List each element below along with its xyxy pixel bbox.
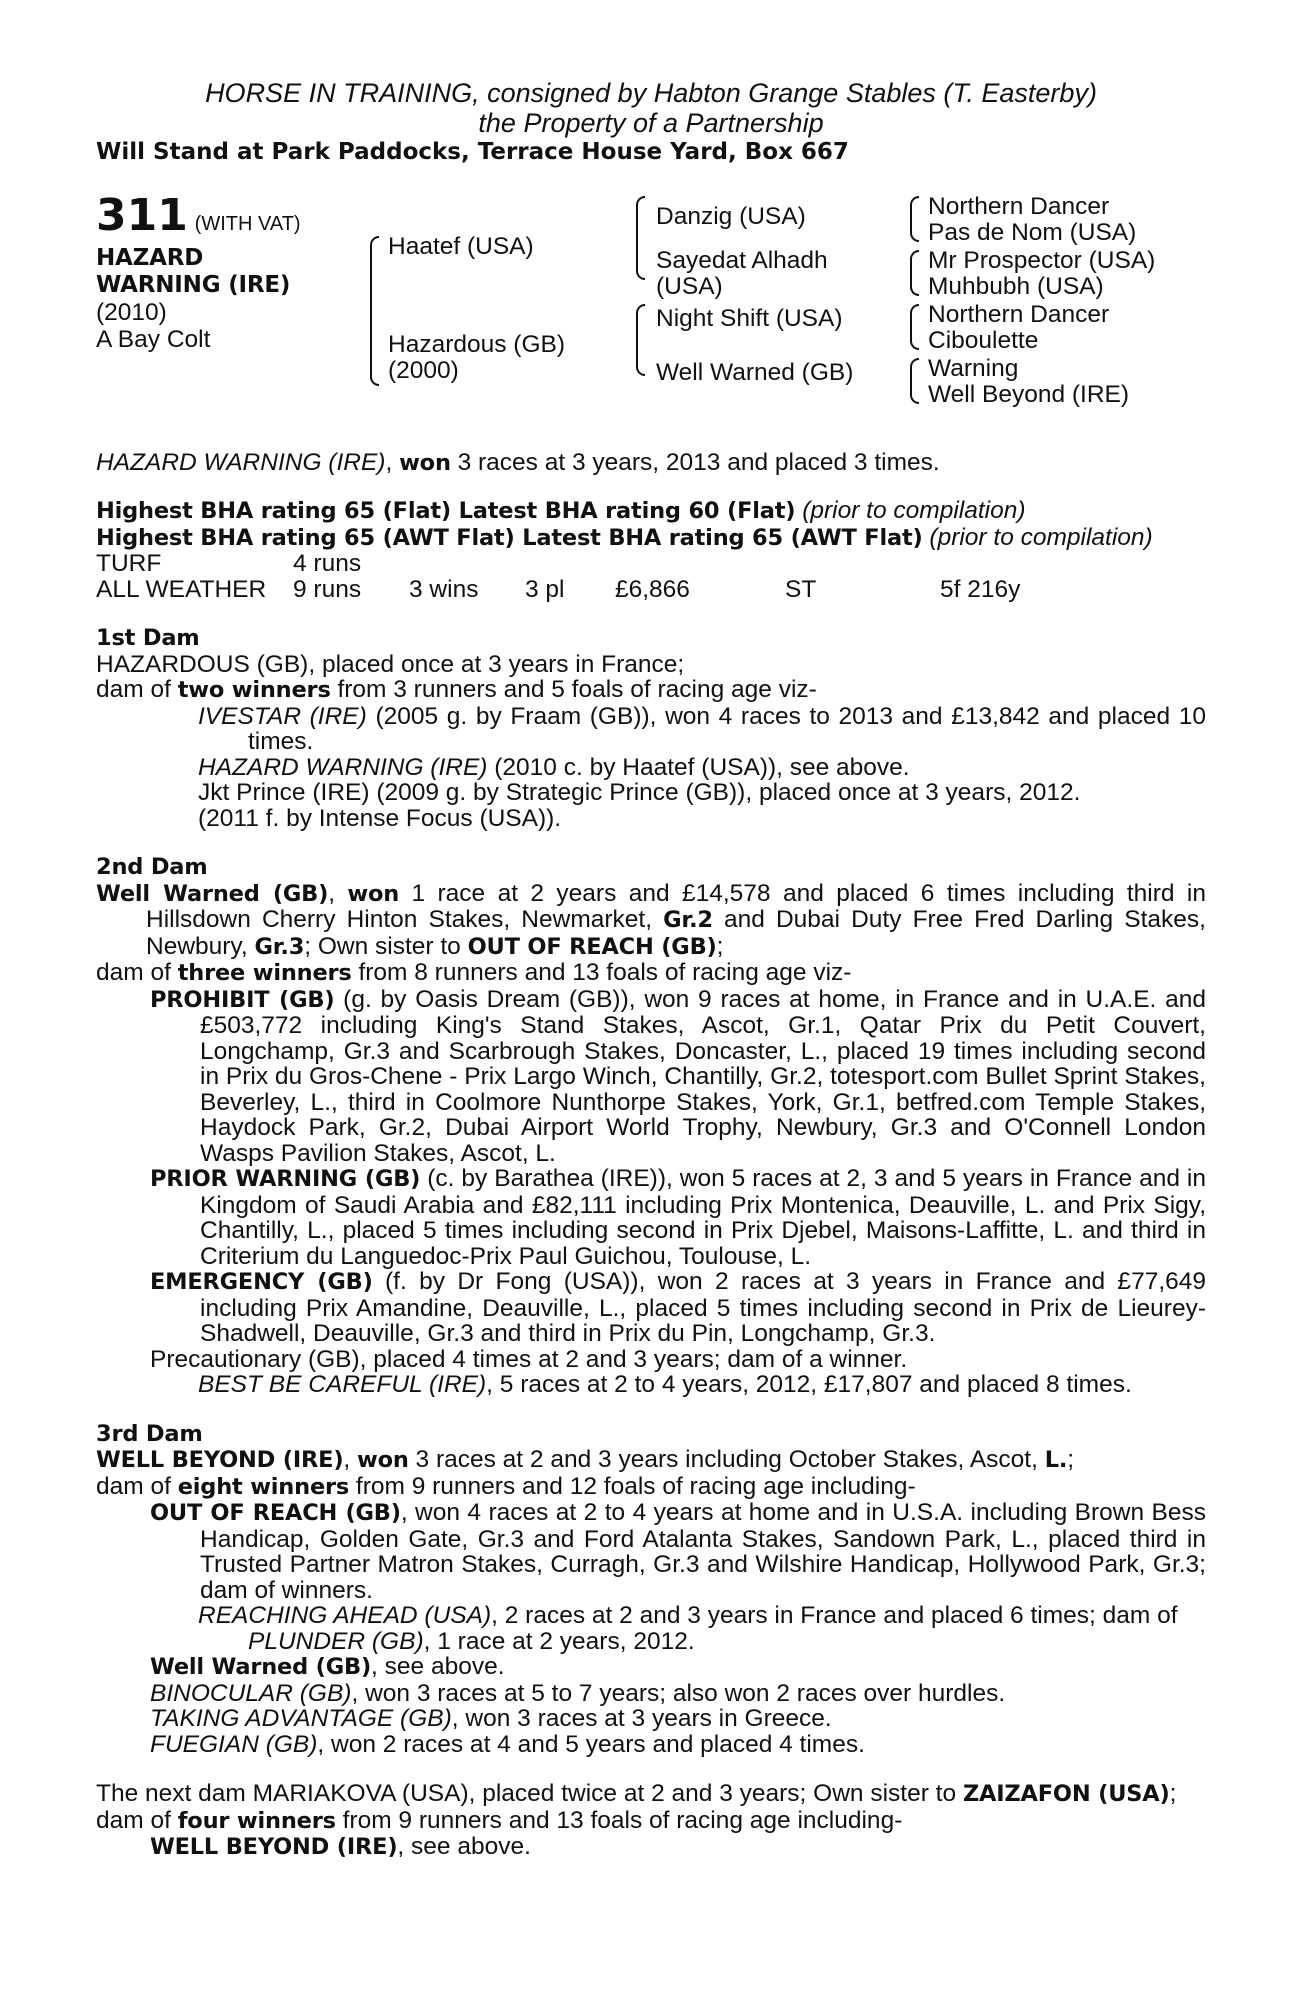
dam-sire: Night Shift (USA) [656,304,843,332]
brace-ss-parents [910,196,919,242]
sire: Haatef (USA) [388,232,534,260]
brace-dam-parents [636,304,645,376]
rating-awt: Highest BHA rating 65 (AWT Flat) Latest BHA rating 65 (AWT Flat) [96,524,923,551]
produce-prior-warning: PRIOR WARNING (GB) (c. by Barathea (IRE)), won 5 races at 2, 3 and 5 years in France and in Kingdom of Saudi Arabia and £82,111 including Prix Montenica, Deauville, L. and Prix Sigy, Chantilly, L., placed 5 times including second in Prix Djebel, Maisons-Laffitte, L. and third in Criterium du Languedoc-Prix Paul Guichou, Toulouse, L. [150,1165,1206,1270]
racing-stats-table [96,551,1020,602]
produce-jkt-prince: Jkt Prince (IRE) (2009 g. by Strategic Prince (GB)), placed once at 3 years, 2012. [198,779,1081,806]
first-dam-heading: 1st Dam [96,625,200,651]
produce-precautionary: Precautionary (GB), placed 4 times at 2 and 3 years; dam of a winner. [150,1345,908,1373]
produce-ivestar: IVESTAR (IRE) (2005 g. by Fraam (GB)), won 4 races to 2013 and £13,842 and placed 10 times. [198,702,1206,755]
produce-taking-advantage: TAKING ADVANTAGE (GB), won 3 races at 3 years in Greece. [150,1705,832,1732]
brace-sd-parents [910,250,919,296]
sire-dam-line1: Sayedat Alhadh [656,246,828,274]
sire-dam-line2: (USA) [656,272,723,300]
stats-row-all-weather: ALL WEATHER 9 runs 3 wins 3 pl £6,866 ST 5f 216y [96,575,1021,603]
brace-ds-parents [910,304,919,350]
produce-prohibit: PROHIBIT (GB) (g. by Oasis Dream (GB)), won 9 races at home, in France and in U.A.E. and £503,772 including King's Stand Stakes, Ascot, Gr.1, Qatar Prix du Petit Couvert, Longchamp, Gr.3 and Scarbrough Stakes, Doncaster, L., placed 19 times including second in Prix du Gros-Chene - Prix Largo Winch, Chantilly, Gr.2, totesport.com Bullet Sprint Stakes, Beverley, L., third in Coolmore Nunthorpe Stakes, York, Gr.1, betfred.com Temple Stakes, Haydock Park, Gr.2, Dubai Airport World Trophy, Newbury, Gr.3 and O'Connell London Wasps Pavilion Stakes, Ascot, L. [150,985,1206,1167]
brace-sire-parents [636,196,645,280]
horse-name-line1: HAZARD [96,244,204,271]
second-dam-section: 2nd Dam Well Warned (GB), won 1 race at 2 years and £14,578 and placed 6 times including third in Hillsdown Cherry Hinton Stakes, Newmarket, Gr.2 and Dubai Duty Free Fred Darling Stakes, Newbury, Gr.3; Own sister to OUT OF REACH (GB); dam of three winners from 8 runners and 13 foals of racing age viz- PROHIBIT (GB) (g. by Oasis Dream (GB)), won 9 races at home, in France and in U.A.E. and £503,772 including King's Stand Stakes, Ascot, Gr.1, Qatar Prix du Petit Couvert, Longchamp, Gr.3 and Scarbrough Stakes, Doncaster, L., placed 19 times including second in Prix du Gros-Chene - Prix Largo Winch, Chantilly, Gr.2, totesport.com Bullet Sprint Stakes, Beverley, L., third in Coolmore Nunthorpe Stakes, York, Gr.1, betfred.com Temple Stakes, Haydock Park, Gr.2, Dubai Airport World Trophy, Newbury, Gr.3 and O'Connell London Wasps Pavilion Stakes, Ascot, L. PRIOR WARNING (GB) (c. by Barathea (IRE)), won 5 races at 2, 3 and 5 years in France and in Kingdom of Saudi Arabia and £82,111 including Prix Montenica, Deauville, L. and Prix Sigy, Chantilly, L., placed 5 times including second in Prix Djebel, Maisons-Laffitte, L. and third in Criterium du Languedoc-Prix Paul Guichou, Toulouse, L. EMERGENCY (GB) (f. by Dr Fong (USA)), won 2 races at 3 years in France and £77,649 including Prix Amandine, Deauville, L., placed 5 times including second in Prix de Lieurey-Shadwell, Deauville, Gr.3 and third in Prix du Pin, Longchamp, Gr.3. Precautionary (GB), placed 4 times at 2 and 3 years; dam of a winner. BEST BE CAREFUL (IRE), 5 races at 2 to 4 years, 2012, £17,807 and placed 8 times. [96,854,1206,1398]
brace-dd-parents [910,358,919,404]
third-dam-section: 3rd Dam WELL BEYOND (IRE), won 3 races at 2 and 3 years including October Stakes, Ascot, L.; dam of eight winners from 9 runners and 12 foals of racing age including- OUT OF REACH (GB), won 4 races at 2 to 4 years at home and in U.S.A. including Brown Bess Handicap, Golden Gate, Gr.3 and Ford Atalanta Stakes, Sandown Park, L., placed third in Trusted Partner Matron Stakes, Curragh, Gr.3 and Wilshire Handicap, Hollywood Park, Gr.3; dam of winners. REACHING AHEAD (USA), 2 races at 2 and 3 years in France and placed 6 times; dam of PLUNDER (GB), 1 race at 2 years, 2012. Well Warned (GB), see above. BINOCULAR (GB), won 3 races at 5 to 7 years; also won 2 races over hurdles. TAKING ADVANTAGE (GB), won 3 races at 3 years in Greece. FUEGIAN (GB), won 2 races at 4 and 5 years and placed 4 times. [96,1420,1206,1758]
pedigree-table [96,189,1206,446]
sire-sire-dam: Pas de Nom (USA) [928,218,1137,246]
lot-number: 311 [96,189,188,241]
dam-sire-dam: Ciboulette [928,326,1039,354]
first-dam-section: 1st Dam HAZARDOUS (GB), placed once at 3 years in France; dam of two winners from 3 runners and 5 foals of racing age viz- IVESTAR (IRE) (2005 g. by Fraam (GB)), won 4 races to 2013 and £13,842 and placed 10 times. HAZARD WARNING (IRE) (2010 c. by Haatef (USA)), see above. Jkt Prince (IRE) (2009 g. by Strategic Prince (GB)), placed once at 3 years, 2012. (2011 f. by Intense Focus (USA)). [96,625,1206,832]
produce-reaching-ahead: REACHING AHEAD (USA), 2 races at 2 and 3 years in France and placed 6 times; dam of PLUNDER (GB), 1 race at 2 years, 2012. [198,1602,1178,1655]
foaling-year: (2010) [96,298,167,326]
dam-sire-sire: Northern Dancer [928,300,1110,328]
produce-out-of-reach: OUT OF REACH (GB), won 4 races at 2 to 4 years at home and in U.S.A. including Brown Bess Handicap, Golden Gate, Gr.3 and Ford Atalanta Stakes, Sandown Park, L., placed third in Trusted Partner Matron Stakes, Curragh, Gr.3 and Wilshire Handicap, Hollywood Park, Gr.3; dam of winners. [150,1499,1206,1604]
dam-line2: (2000) [388,356,459,384]
rating-flat: Highest BHA rating 65 (Flat) Latest BHA rating 60 (Flat) [96,498,796,524]
produce-binocular: BINOCULAR (GB), won 3 races at 5 to 7 years; also won 2 races over hurdles. [150,1679,1006,1707]
stand-location: Will Stand at Park Paddocks, Terrace House Yard, Box 667 [96,139,849,165]
catalogue-page [96,78,1206,1861]
dam-dam-dam: Well Beyond (IRE) [928,380,1130,408]
dam-line1: Hazardous (GB) [388,330,566,358]
sire-dam-sire: Mr Prospector (USA) [928,246,1156,274]
dam-dam: Well Warned (GB) [656,358,854,386]
sire-dam-dam: Muhbubh (USA) [928,272,1104,300]
sire-sire-sire: Northern Dancer [928,192,1110,220]
horse-description: A Bay Colt [96,325,211,353]
produce-emergency: EMERGENCY (GB) (f. by Dr Fong (USA)), won 2 races at 3 years in France and £77,649 including Prix Amandine, Deauville, L., placed 5 times including second in Prix de Lieurey-Shadwell, Deauville, Gr.3 and third in Prix du Pin, Longchamp, Gr.3. [150,1268,1206,1347]
next-dam-section: The next dam MARIAKOVA (USA), placed twice at 2 and 3 years; Own sister to ZAIZAFON (USA); dam of four winners from 9 runners and 13 foals of racing age including- WELL BEYOND (IRE), see above. [96,1781,1206,1861]
consignor-line: HORSE IN TRAINING, consigned by Habton Grange Stables (T. Easterby) [205,78,1097,108]
ratings-block: Highest BHA rating 65 (Flat) Latest BHA rating 60 (Flat) (prior to compilation) Highest BHA rating 65 (AWT Flat) Latest BHA rating 65 (AWT Flat) (prior to compilation) TURF 4 runs ALL WEATHER 9 runs 3 wins 3 pl £6,866 ST 5f 216y [96,497,1153,603]
race-summary: HAZARD WARNING (IRE), won 3 races at 3 years, 2013 and placed 3 times. [96,448,940,476]
horse-name-line2: WARNING (IRE) [96,271,291,298]
second-dam-heading: 2nd Dam [96,854,208,880]
brace-sire-dam [370,236,379,386]
sire-sire: Danzig (USA) [656,202,806,230]
produce-fuegian: FUEGIAN (GB), won 2 races at 4 and 5 years and placed 4 times. [150,1730,865,1758]
stats-row-turf: TURF 4 runs [96,550,362,577]
produce-2011-filly: (2011 f. by Intense Focus (USA)). [198,804,562,832]
produce-best-be-careful: BEST BE CAREFUL (IRE), 5 races at 2 to 4 years, 2012, £17,807 and placed 8 times. [198,1371,1132,1398]
dam-dam-sire: Warning [928,354,1019,382]
property-line: the Property of a Partnership [478,108,824,138]
produce-well-warned: Well Warned (GB), see above. [150,1653,505,1680]
third-dam-heading: 3rd Dam [96,1420,203,1447]
produce-hazard-warning: HAZARD WARNING (IRE) (2010 c. by Haatef (USA)), see above. [198,753,910,781]
vat-note: (WITH VAT) [194,212,301,235]
produce-well-beyond: WELL BEYOND (IRE), see above. [150,1833,531,1860]
